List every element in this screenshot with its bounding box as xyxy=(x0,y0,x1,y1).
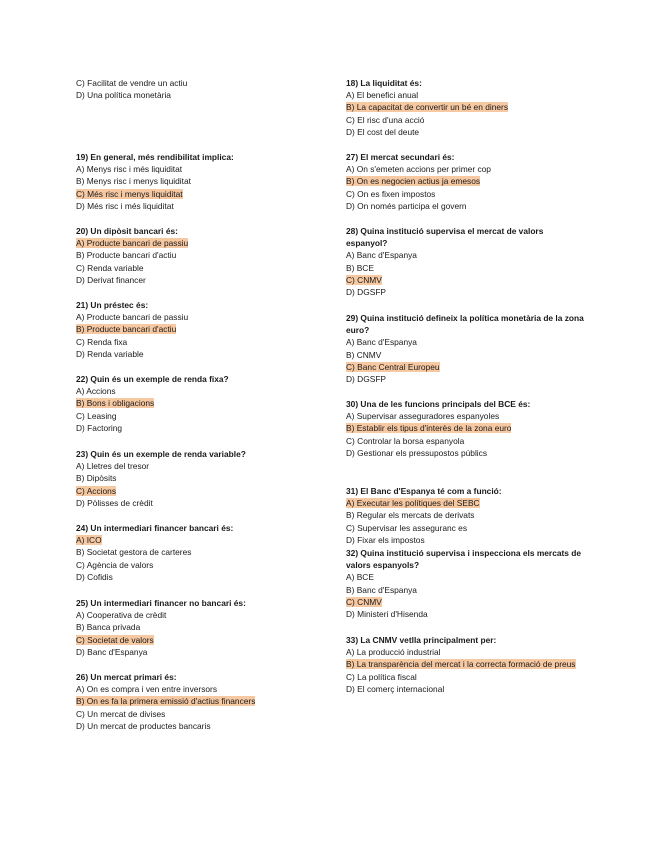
answer-text: D) Factoring xyxy=(76,422,123,433)
answer-text: A) Lletres del tresor xyxy=(76,461,150,472)
answer-text: C) Agència de valors xyxy=(76,559,154,570)
answer-option xyxy=(76,609,316,621)
highlighted-answer-text: A) Executar les polítiques del SEBC xyxy=(346,498,480,509)
answer-text: A) Supervisar asseguradores espanyoles xyxy=(346,411,500,422)
answer-option xyxy=(346,571,586,583)
highlighted-answer-text: A) Producte bancari de passiu xyxy=(76,238,189,249)
answer-option-correct xyxy=(346,658,586,670)
highlighted-answer-text: B) On es fa la primera emissió d'actius financers xyxy=(76,696,256,707)
highlighted-answer-text: B) La transparència del mercat i la correcta formació de preus xyxy=(346,659,576,670)
answer-text: A) BCE xyxy=(346,572,374,583)
answer-text: C) Facilitat de vendre un actiu xyxy=(76,78,188,88)
highlighted-answer-text: C) Societat de valors xyxy=(76,634,154,645)
question-text: 33) La CNMV vetlla principalment per: xyxy=(346,635,497,645)
question-block xyxy=(76,151,316,212)
question-block xyxy=(346,151,586,212)
answer-option xyxy=(346,126,586,138)
answer-option xyxy=(76,89,316,101)
answer-text: C) Controlar la borsa espanyola xyxy=(346,435,465,446)
answer-option-correct xyxy=(76,188,316,200)
answer-option xyxy=(76,422,316,434)
answer-option xyxy=(346,200,586,212)
answer-text: A) La producció industrial xyxy=(346,647,441,658)
answer-text: D) DGSFP xyxy=(346,374,387,385)
answer-option xyxy=(346,584,586,596)
answer-option xyxy=(346,410,586,422)
answer-text: A) Banc d'Espanya xyxy=(346,250,417,261)
answer-option xyxy=(346,671,586,683)
highlighted-answer-text: C) Accions xyxy=(76,485,117,496)
answer-option xyxy=(346,336,586,348)
answer-option-correct xyxy=(346,101,586,113)
answer-option xyxy=(346,683,586,695)
question-block xyxy=(76,373,316,434)
question-text: 22) Quin és un exemple de renda fixa? xyxy=(76,374,229,384)
highlighted-answer-text: C) Banc Central Europeu xyxy=(346,361,440,372)
answer-option xyxy=(76,683,316,695)
question-text: 32) Quina institució supervisa i inspecciona els mercats de valors espanyols? xyxy=(346,548,582,571)
question-text: 27) El mercat secundari és: xyxy=(346,152,455,162)
question-text: 26) Un mercat primari és: xyxy=(76,672,177,682)
answer-text: D) Banc d'Espanya xyxy=(76,646,148,657)
answer-option xyxy=(346,188,586,200)
highlighted-answer-text: B) Bons i obligacions xyxy=(76,398,155,409)
answer-text: B) Dipòsits xyxy=(76,473,117,484)
answer-text: A) Menys risc i més liquiditat xyxy=(76,164,183,175)
answer-option xyxy=(346,646,586,658)
answer-option-correct xyxy=(76,485,316,497)
answer-option xyxy=(76,410,316,422)
answer-text: D) Cofidis xyxy=(76,571,113,582)
answer-option xyxy=(346,447,586,459)
question-block xyxy=(76,448,316,509)
answer-option-correct xyxy=(346,274,586,286)
answer-option xyxy=(76,497,316,509)
question-text: 19) En general, més rendibilitat implica: xyxy=(76,152,234,162)
answer-text: D) Un mercat de productes bancaris xyxy=(76,720,211,731)
highlighted-answer-text: B) On es negocien actius ja emesos xyxy=(346,176,481,187)
answer-option-correct xyxy=(346,497,586,509)
answer-option xyxy=(346,509,586,521)
answer-option xyxy=(76,336,316,348)
answer-option xyxy=(76,720,316,732)
answer-option xyxy=(76,311,316,323)
answer-option xyxy=(346,114,586,126)
answer-text: D) Pòlisses de crèdit xyxy=(76,497,153,508)
answer-option-correct xyxy=(346,175,586,187)
answer-text: A) Accions xyxy=(76,386,116,397)
highlighted-answer-text: B) Establir els tipus d'interès de la zona euro xyxy=(346,423,512,434)
answer-option xyxy=(76,262,316,274)
answer-option xyxy=(76,274,316,286)
answer-text: D) Una política monetària xyxy=(76,90,171,101)
highlighted-answer-text: C) Més risc i menys liquiditat xyxy=(76,188,183,199)
answer-option-correct xyxy=(76,323,316,335)
answer-option xyxy=(76,200,316,212)
question-block xyxy=(346,312,586,385)
question-text: 31) El Banc d'Espanya té com a funció: xyxy=(346,486,502,496)
answer-option-correct xyxy=(76,397,316,409)
answer-text: B) Producte bancari d'actiu xyxy=(76,250,177,261)
question-block xyxy=(76,597,316,658)
question-block xyxy=(346,547,586,620)
question-text: 21) Un préstec és: xyxy=(76,300,149,310)
highlighted-answer-text: C) CNMV xyxy=(346,596,382,607)
answer-option-correct xyxy=(346,422,586,434)
question-text: 25) Un intermediari financer no bancari és: xyxy=(76,598,246,608)
highlighted-answer-text: A) ICO xyxy=(76,535,102,546)
answer-option-correct xyxy=(346,596,586,608)
answer-option-correct xyxy=(346,361,586,373)
answer-option xyxy=(346,608,586,620)
answer-option xyxy=(76,571,316,583)
question-block xyxy=(76,299,316,360)
answer-text: C) El risc d'una acció xyxy=(346,114,425,125)
answer-text: D) Més risc i més liquiditat xyxy=(76,200,174,211)
answer-text: C) La política fiscal xyxy=(346,671,417,682)
answer-text: C) Supervisar les asseguranc es xyxy=(346,522,468,533)
answer-option xyxy=(76,646,316,658)
question-text: 29) Quina institució defineix la política monetària de la zona euro? xyxy=(346,313,584,336)
answer-option xyxy=(76,621,316,633)
answer-option xyxy=(346,286,586,298)
answer-option xyxy=(346,262,586,274)
answer-option xyxy=(76,546,316,558)
question-block xyxy=(346,77,586,138)
answer-text: C) Renda variable xyxy=(76,262,144,273)
answer-text: B) CNMV xyxy=(346,349,382,360)
highlighted-answer-text: C) CNMV xyxy=(346,274,382,285)
answer-option-correct xyxy=(76,634,316,646)
answer-option xyxy=(76,385,316,397)
answer-text: B) Banc d'Espanya xyxy=(346,584,417,595)
answer-option xyxy=(76,559,316,571)
highlighted-answer-text: B) Producte bancari d'actiu xyxy=(76,324,177,335)
answer-text: B) Banca privada xyxy=(76,622,141,633)
answer-text: D) DGSFP xyxy=(346,287,387,298)
answer-text: A) Cooperativa de crèdit xyxy=(76,610,167,621)
answer-option xyxy=(76,460,316,472)
question-block xyxy=(76,522,316,583)
answer-text: C) Renda fixa xyxy=(76,336,128,347)
answer-text: B) Menys risc i menys liquiditat xyxy=(76,176,191,187)
answer-option xyxy=(76,175,316,187)
answer-text: B) Societat gestora de carteres xyxy=(76,547,192,558)
answer-text: D) El cost del deute xyxy=(346,126,420,137)
question-block xyxy=(76,225,316,286)
answer-option xyxy=(346,522,586,534)
answer-option xyxy=(76,249,316,261)
question-block xyxy=(346,634,586,695)
answer-option xyxy=(346,349,586,361)
answer-text: B) Regular els mercats de derivats xyxy=(346,510,475,521)
answer-option xyxy=(346,249,586,261)
answer-option xyxy=(346,373,586,385)
answer-text: D) El comerç internacional xyxy=(346,683,445,694)
answer-text: D) Renda variable xyxy=(76,348,144,359)
question-block xyxy=(346,225,586,298)
question-block xyxy=(346,398,586,459)
answer-text: D) Fixar els impostos xyxy=(346,534,425,545)
answer-option-correct xyxy=(76,237,316,249)
answer-text: C) On es fixen impostos xyxy=(346,188,436,199)
answer-option xyxy=(76,77,316,89)
answer-text: B) BCE xyxy=(346,262,374,273)
question-block xyxy=(346,485,586,546)
answer-option xyxy=(76,348,316,360)
highlighted-answer-text: B) La capacitat de convertir un bé en diners xyxy=(346,102,509,113)
answer-option xyxy=(346,89,586,101)
question-block xyxy=(76,671,316,732)
question-block xyxy=(76,77,316,101)
answer-option xyxy=(346,163,586,175)
answer-text: C) Un mercat de divises xyxy=(76,708,166,719)
answer-text: A) Banc d'Espanya xyxy=(346,337,417,348)
answer-option-correct xyxy=(76,695,316,707)
question-text: 20) Un dipòsit bancari és: xyxy=(76,226,178,236)
question-text: 28) Quina institució supervisa el mercat de valors espanyol? xyxy=(346,226,544,249)
answer-option xyxy=(346,534,586,546)
answer-text: A) El benefici anual xyxy=(346,90,419,101)
answer-text: A) On s'emeten accions per primer cop xyxy=(346,164,491,175)
answer-text: A) Producte bancari de passiu xyxy=(76,312,189,323)
answer-text: C) Leasing xyxy=(76,410,117,421)
question-text: 30) Una de les funcions principals del BCE és: xyxy=(346,399,531,409)
question-text: 18) La liquiditat és: xyxy=(346,78,422,88)
answer-text: D) On només participa el govern xyxy=(346,200,467,211)
answer-text: D) Derivat financer xyxy=(76,274,146,285)
answer-text: A) On es compra i ven entre inversors xyxy=(76,684,218,695)
answer-text: D) Ministeri d'Hisenda xyxy=(346,609,428,620)
answer-option-correct xyxy=(76,534,316,546)
answer-option xyxy=(76,472,316,484)
question-text: 24) Un intermediari financer bancari és: xyxy=(76,523,234,533)
answer-option xyxy=(76,708,316,720)
answer-text: D) Gestionar els pressupostos públics xyxy=(346,447,488,458)
answer-option xyxy=(76,163,316,175)
answer-option xyxy=(346,435,586,447)
question-text: 23) Quin és un exemple de renda variable? xyxy=(76,449,246,459)
